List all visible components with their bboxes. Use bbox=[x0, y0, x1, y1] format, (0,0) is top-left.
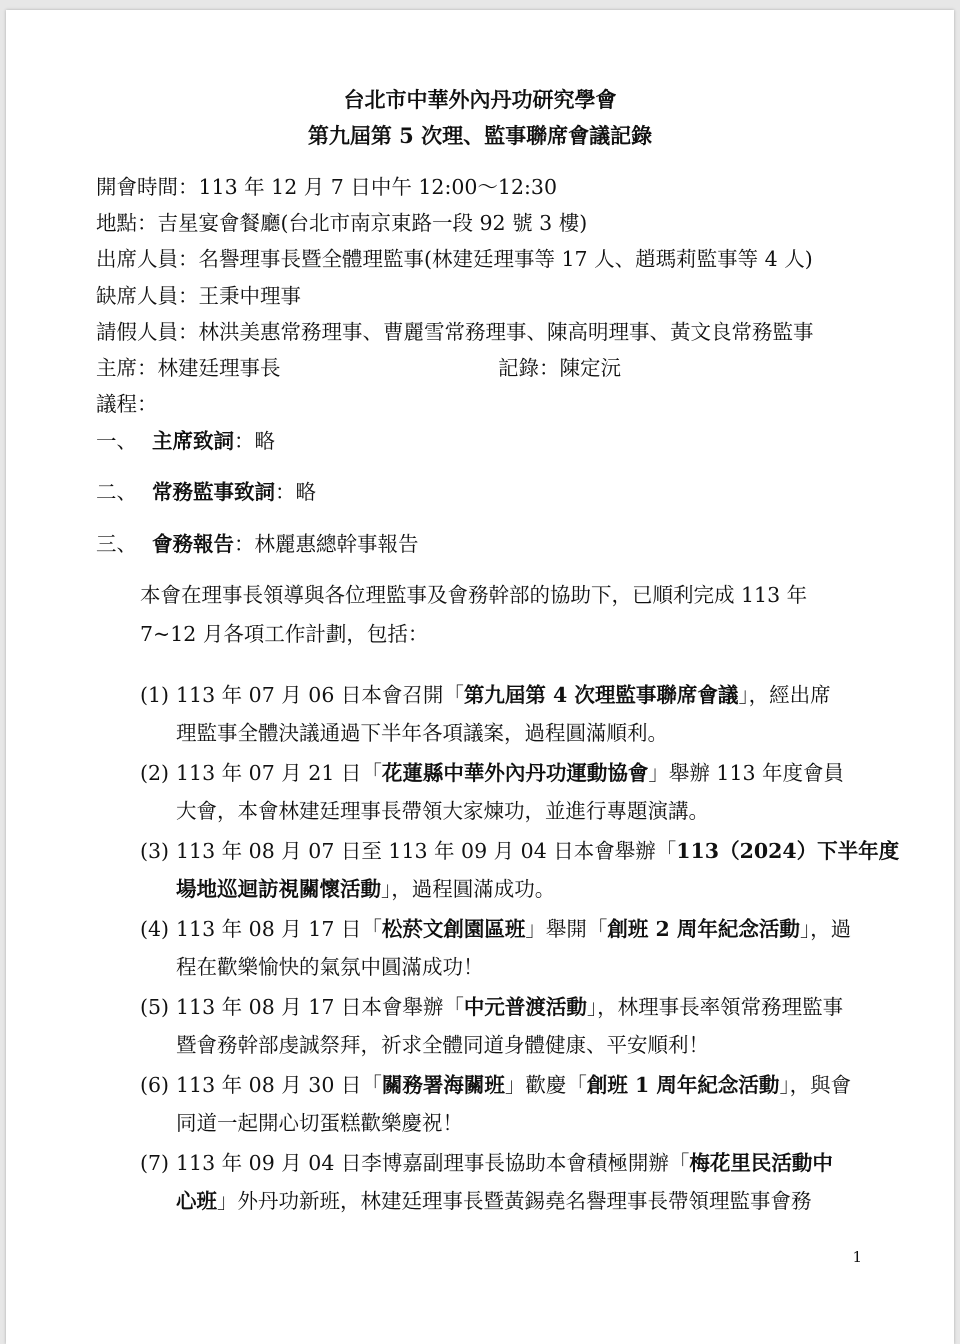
section-number: 一、 bbox=[96, 429, 137, 453]
item-line-1 bbox=[176, 1070, 851, 1100]
item-line-2 bbox=[176, 952, 484, 982]
item-emphasis: 松菸文創園區班 bbox=[381, 917, 526, 941]
item-text: 」，經出席 bbox=[738, 683, 831, 707]
section-content bbox=[152, 477, 316, 507]
item-text: 113 年 08 月 30 日「 bbox=[176, 1073, 382, 1097]
item-line-1 bbox=[176, 758, 844, 788]
recorder: 記錄：陳定沅 bbox=[498, 356, 621, 380]
item-emphasis: 花蓮縣中華外內丹功運動協會 bbox=[381, 761, 649, 785]
item-text: 113 年 07 月 06 日本會召開「 bbox=[176, 683, 464, 707]
chairperson: 主席：林建廷理事長 bbox=[96, 356, 281, 380]
section-text: ：略 bbox=[275, 480, 316, 504]
report-intro-line2: 7~12 月各項工作計劃，包括： bbox=[140, 622, 429, 646]
section-title: 主席致詞 bbox=[152, 429, 234, 453]
item-emphasis: 梅花里民活動中 bbox=[689, 1151, 833, 1175]
item-number: (7) bbox=[140, 1151, 170, 1175]
meeting-place: 地點：吉星宴會餐廳(台北市南京東路一段 92 號 3 樓) bbox=[96, 211, 588, 235]
item-text: 113 年 08 月 17 日本會舉辦「 bbox=[176, 995, 464, 1019]
item-text: 理監事全體決議通過下半年各項議案，過程圓滿順利。 bbox=[176, 721, 668, 745]
item-line-1 bbox=[176, 992, 843, 1022]
item-number: (1) bbox=[140, 683, 170, 707]
attendees: 出席人員：名譽理事長暨全體理監事(林建廷理事等 17 人、趙瑪莉監事等 4 人) bbox=[96, 247, 813, 271]
section-content bbox=[152, 529, 419, 559]
section-title: 會務報告 bbox=[152, 532, 234, 556]
item-text: 」舉開「 bbox=[525, 917, 608, 941]
section-title: 常務監事致詞 bbox=[152, 480, 275, 504]
item-number: (2) bbox=[140, 761, 170, 785]
absentees: 缺席人員：王秉中理事 bbox=[96, 284, 301, 308]
item-text: 」，過程圓滿成功。 bbox=[381, 877, 556, 901]
item-text: 」，過 bbox=[799, 917, 852, 941]
item-text: 程在歡樂愉快的氣氛中圓滿成功！ bbox=[176, 955, 484, 979]
item-line-2 bbox=[176, 874, 555, 904]
section-number: 二、 bbox=[96, 480, 137, 504]
document-subtitle: 第九屆第 5 次理、監事聯席會議記錄 bbox=[307, 123, 653, 148]
item-line-1 bbox=[176, 836, 899, 866]
item-number: (4) bbox=[140, 917, 170, 941]
item-line-2 bbox=[176, 796, 709, 826]
item-text: 113 年 08 月 07 日至 113 年 09 月 04 日本會舉辦「 bbox=[176, 839, 677, 863]
item-text: 暨會務幹部虔誠祭拜，祈求全體同道身體健康、平安順利！ bbox=[176, 1033, 709, 1057]
report-intro-line1: 本會在理事長領導與各位理監事及會務幹部的協助下，已順利完成 113 年 bbox=[140, 583, 808, 607]
item-text: 113 年 07 月 21 日「 bbox=[176, 761, 382, 785]
item-line-2 bbox=[176, 1108, 463, 1138]
item-text: 113 年 08 月 17 日「 bbox=[176, 917, 382, 941]
item-text: 」，林理事長率領常務理監事 bbox=[586, 995, 844, 1019]
item-text: 」舉辦 113 年度會員 bbox=[648, 761, 845, 785]
item-emphasis: 場地巡迴訪視關懷活動 bbox=[176, 877, 381, 901]
document-title: 台北市中華外內丹功研究學會 bbox=[343, 87, 617, 112]
item-text: 」歡慶「 bbox=[504, 1073, 587, 1097]
item-text: 113 年 09 月 04 日李博嘉副理事長協助本會積極開辦「 bbox=[176, 1151, 690, 1175]
item-number: (3) bbox=[140, 839, 170, 863]
item-line-2 bbox=[176, 1030, 709, 1060]
section-text: ：林麗惠總幹事報告 bbox=[234, 532, 419, 556]
item-line-1 bbox=[176, 914, 851, 944]
item-emphasis: 中元普渡活動 bbox=[463, 995, 587, 1019]
meeting-time: 開會時間：113 年 12 月 7 日中午 12:00～12:30 bbox=[96, 175, 558, 199]
item-number: (6) bbox=[140, 1073, 170, 1097]
section-content bbox=[152, 426, 275, 456]
item-emphasis: 關務署海關班 bbox=[381, 1073, 505, 1097]
item-emphasis: 創班 1 周年紀念活動 bbox=[586, 1073, 780, 1097]
item-line-2 bbox=[176, 718, 668, 748]
item-line-1 bbox=[176, 680, 831, 710]
item-number: (5) bbox=[140, 995, 170, 1019]
item-text: 同道一起開心切蛋糕歡樂慶祝！ bbox=[176, 1111, 463, 1135]
section-text: ：略 bbox=[234, 429, 275, 453]
item-line-1 bbox=[176, 1148, 833, 1178]
agenda-label: 議程： bbox=[96, 392, 158, 416]
item-line-2 bbox=[176, 1186, 812, 1216]
item-emphasis: 心班 bbox=[176, 1189, 217, 1213]
page-number: 1 bbox=[852, 1248, 862, 1266]
item-text: 」，與會 bbox=[779, 1073, 852, 1097]
item-emphasis: 第九屆第 4 次理監事聯席會議 bbox=[463, 683, 739, 707]
item-emphasis: 創班 2 周年紀念活動 bbox=[607, 917, 800, 941]
item-text: 大會，本會林建廷理事長帶領大家煉功，並進行專題演講。 bbox=[176, 799, 709, 823]
on-leave: 請假人員：林洪美惠常務理事、曹麗雪常務理事、陳高明理事、黃文良常務監事 bbox=[96, 320, 814, 344]
section-number: 三、 bbox=[96, 532, 137, 556]
item-text: 」外丹功新班，林建廷理事長暨黃錫堯名譽理事長帶領理監事會務 bbox=[217, 1189, 812, 1213]
item-emphasis: 113（2024）下半年度 bbox=[676, 839, 900, 863]
